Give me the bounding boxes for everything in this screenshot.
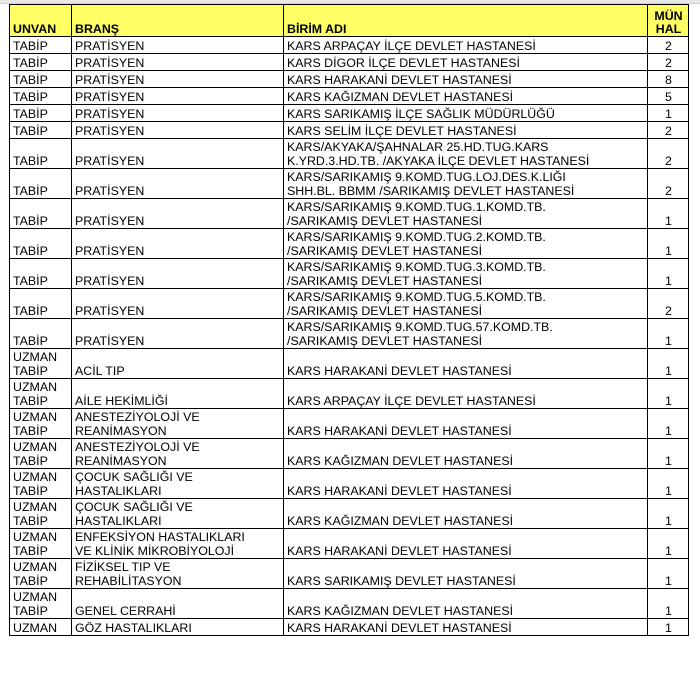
mun-cell: 1 [648, 619, 689, 636]
table-row [10, 379, 689, 409]
brans-cell: PRATİSYEN [72, 319, 284, 349]
unvan-line2: TABİP [13, 513, 48, 528]
brans-cell: PRATİSYEN [72, 71, 284, 88]
brans-cell: PRATİSYEN [72, 105, 284, 122]
birim-line2: /SARIKAMIŞ DEVLET HASTANESİ [287, 303, 483, 318]
mun-cell: 2 [648, 122, 689, 139]
mun-cell: 1 [648, 439, 689, 469]
header-row [10, 5, 689, 37]
unvan-cell: TABİP [10, 71, 72, 88]
unvan-line2: TABİP [13, 573, 48, 588]
unvan-cell: TABİP [10, 289, 72, 319]
unvan-cell: TABİP [10, 54, 72, 71]
birim-cell [284, 229, 648, 259]
table-row [10, 289, 689, 319]
header-mun-line2: HAL [655, 22, 682, 36]
birim-cell: KARS SARIKAMIŞ İLÇE SAĞLIK MÜDÜRLÜĞÜ [284, 105, 648, 122]
mun-cell: 1 [648, 529, 689, 559]
table-row [10, 169, 689, 199]
table-row [10, 349, 689, 379]
birim-cell [284, 199, 648, 229]
mun-cell: 1 [648, 319, 689, 349]
mun-cell: 2 [648, 289, 689, 319]
unvan-cell [10, 469, 72, 499]
mun-cell: 1 [648, 105, 689, 122]
unvan-line1: UZMAN [13, 500, 58, 514]
table-row [10, 559, 689, 589]
birim-cell [284, 319, 648, 349]
brans-line2: REHABİLİTASYON [75, 573, 182, 588]
brans-cell: PRATİSYEN [72, 169, 284, 199]
unvan-line2: TABİP [13, 393, 48, 408]
unvan-line2: TABİP [13, 423, 48, 438]
unvan-cell [10, 499, 72, 529]
birim-cell: KARS KAĞIZMAN DEVLET HASTANESİ [284, 88, 648, 105]
brans-cell [72, 499, 284, 529]
birim-line2: /SARIKAMIŞ DEVLET HASTANESİ [287, 213, 483, 228]
birim-cell: KARS DİGOR İLÇE DEVLET HASTANESİ [284, 54, 648, 71]
table-row [10, 139, 689, 169]
brans-line1: ÇOCUK SAĞLIĞI VE [75, 500, 193, 514]
mun-cell: 2 [648, 37, 689, 54]
header-mun-line1: MÜN [654, 9, 683, 23]
table-row [10, 589, 689, 619]
brans-cell: PRATİSYEN [72, 229, 284, 259]
unvan-cell: TABİP [10, 199, 72, 229]
birim-cell [284, 139, 648, 169]
birim-line1: KARS/SARIKAMIŞ 9.KOMD.TUG.1.KOMD.TB. [287, 200, 546, 214]
brans-line2: REANİMASYON [75, 453, 167, 468]
table-row [10, 105, 689, 122]
birim-line2: /SARIKAMIŞ DEVLET HASTANESİ [287, 333, 483, 348]
unvan-cell: TABİP [10, 229, 72, 259]
birim-cell: KARS KAĞIZMAN DEVLET HASTANESİ [284, 439, 648, 469]
brans-cell: PRATİSYEN [72, 289, 284, 319]
birim-cell: KARS HARAKANİ DEVLET HASTANESİ [284, 349, 648, 379]
unvan-line1: UZMAN [13, 470, 58, 484]
unvan-cell: TABİP [10, 319, 72, 349]
unvan-cell: TABİP [10, 259, 72, 289]
brans-cell: PRATİSYEN [72, 88, 284, 105]
birim-line2: SHH.BL. BBMM /SARIKAMIŞ DEVLET HASTANESİ [287, 183, 575, 198]
birim-line2: /SARIKAMIŞ DEVLET HASTANESİ [287, 243, 483, 258]
brans-cell [72, 469, 284, 499]
mun-cell: 5 [648, 88, 689, 105]
brans-line2: REANİMASYON [75, 423, 167, 438]
birim-line2: K.YRD.3.HD.TB. /AKYAKA İLÇE DEVLET HASTANESİ [287, 153, 590, 168]
table-row [10, 199, 689, 229]
mun-cell: 1 [648, 589, 689, 619]
mun-cell: 2 [648, 54, 689, 71]
birim-cell: KARS ARPAÇAY İLÇE DEVLET HASTANESİ [284, 379, 648, 409]
brans-cell: GÖZ HASTALIKLARI [72, 619, 284, 636]
birim-line1: KARS/SARIKAMIŞ 9.KOMD.TUG.LOJ.DES.K.LIĞI [287, 170, 566, 184]
table-row [10, 499, 689, 529]
unvan-line1: UZMAN [13, 590, 58, 604]
brans-cell: PRATİSYEN [72, 259, 284, 289]
mun-cell: 1 [648, 379, 689, 409]
table-row [10, 88, 689, 105]
birim-line1: KARS/SARIKAMIŞ 9.KOMD.TUG.2.KOMD.TB. [287, 230, 546, 244]
brans-cell: AİLE HEKİMLİĞİ [72, 379, 284, 409]
table-row [10, 259, 689, 289]
unvan-line2: TABİP [13, 543, 48, 558]
mun-cell: 1 [648, 469, 689, 499]
unvan-cell: TABİP [10, 139, 72, 169]
unvan-cell: TABİP [10, 122, 72, 139]
table-row [10, 229, 689, 259]
unvan-line1: UZMAN [13, 380, 58, 394]
brans-line1: ANESTEZİYOLOJİ VE [75, 410, 200, 424]
birim-cell: KARS SARIKAMIŞ DEVLET HASTANESİ [284, 559, 648, 589]
unvan-line2: TABİP [13, 453, 48, 468]
birim-line1: KARS/SARIKAMIŞ 9.KOMD.TUG.3.KOMD.TB. [287, 260, 546, 274]
birim-cell: KARS HARAKANİ DEVLET HASTANESİ [284, 529, 648, 559]
unvan-cell [10, 379, 72, 409]
birim-cell: KARS KAĞIZMAN DEVLET HASTANESİ [284, 589, 648, 619]
unvan-cell: TABİP [10, 105, 72, 122]
unvan-line2: TABİP [13, 363, 48, 378]
birim-cell: KARS HARAKANİ DEVLET HASTANESİ [284, 409, 648, 439]
birim-line1: KARS/AKYAKA/ŞAHNALAR 25.HD.TUG.KARS [287, 140, 549, 154]
birim-cell [284, 289, 648, 319]
brans-line2: HASTALIKLARI [75, 513, 162, 528]
header-mun [648, 5, 689, 37]
birim-cell [284, 169, 648, 199]
brans-cell: PRATİSYEN [72, 122, 284, 139]
birim-cell: KARS HARAKANİ DEVLET HASTANESİ [284, 71, 648, 88]
table-row [10, 319, 689, 349]
brans-cell: GENEL CERRAHİ [72, 589, 284, 619]
brans-cell: ACİL TIP [72, 349, 284, 379]
mun-cell: 1 [648, 409, 689, 439]
unvan-line1: UZMAN [13, 410, 58, 424]
birim-cell: KARS KAĞIZMAN DEVLET HASTANESİ [284, 499, 648, 529]
table-row [10, 54, 689, 71]
brans-cell [72, 529, 284, 559]
unvan-line1: UZMAN [13, 350, 58, 364]
brans-line2: HASTALIKLARI [75, 483, 162, 498]
brans-line1: ANESTEZİYOLOJİ VE [75, 440, 200, 454]
unvan-cell: TABİP [10, 88, 72, 105]
brans-cell [72, 439, 284, 469]
header-birim: BİRİM ADI [284, 5, 648, 37]
table-row [10, 439, 689, 469]
table-row [10, 469, 689, 499]
birim-cell: KARS ARPAÇAY İLÇE DEVLET HASTANESİ [284, 37, 648, 54]
unvan-line1: UZMAN [13, 440, 58, 454]
header-unvan: UNVAN [10, 5, 72, 37]
mun-cell: 2 [648, 169, 689, 199]
brans-line1: ENFEKSİYON HASTALIKLARI [75, 530, 245, 544]
mun-cell: 1 [648, 349, 689, 379]
mun-cell: 1 [648, 259, 689, 289]
staff-table [9, 4, 689, 636]
birim-line1: KARS/SARIKAMIŞ 9.KOMD.TUG.5.KOMD.TB. [287, 290, 546, 304]
unvan-cell [10, 349, 72, 379]
brans-line2: VE KLİNİK MİKROBİYOLOJİ [75, 543, 235, 558]
brans-cell [72, 559, 284, 589]
unvan-cell: TABİP [10, 169, 72, 199]
mun-cell: 1 [648, 199, 689, 229]
brans-cell: PRATİSYEN [72, 54, 284, 71]
unvan-line1: UZMAN [13, 530, 58, 544]
table-row [10, 409, 689, 439]
unvan-cell [10, 409, 72, 439]
table-row [10, 619, 689, 636]
mun-cell: 8 [648, 71, 689, 88]
birim-cell [284, 259, 648, 289]
birim-cell: KARS HARAKANİ DEVLET HASTANESİ [284, 619, 648, 636]
birim-line2: /SARIKAMIŞ DEVLET HASTANESİ [287, 273, 483, 288]
unvan-line2: TABİP [13, 483, 48, 498]
brans-line1: ÇOCUK SAĞLIĞI VE [75, 470, 193, 484]
birim-line1: KARS/SARIKAMIŞ 9.KOMD.TUG.57.KOMD.TB. [287, 320, 553, 334]
unvan-line2: TABİP [13, 603, 48, 618]
brans-cell [72, 409, 284, 439]
unvan-cell [10, 589, 72, 619]
table-row [10, 71, 689, 88]
unvan-cell: UZMAN [10, 619, 72, 636]
mun-cell: 2 [648, 139, 689, 169]
birim-cell: KARS HARAKANİ DEVLET HASTANESİ [284, 469, 648, 499]
table-row [10, 37, 689, 54]
brans-cell: PRATİSYEN [72, 37, 284, 54]
birim-cell: KARS SELİM İLÇE DEVLET HASTANESİ [284, 122, 648, 139]
unvan-cell: TABİP [10, 37, 72, 54]
unvan-cell [10, 559, 72, 589]
header-brans: BRANŞ [72, 5, 284, 37]
unvan-cell [10, 439, 72, 469]
table-row [10, 529, 689, 559]
brans-line1: FİZİKSEL TIP VE [75, 560, 171, 574]
brans-cell: PRATİSYEN [72, 199, 284, 229]
table-row [10, 122, 689, 139]
mun-cell: 1 [648, 499, 689, 529]
brans-cell: PRATİSYEN [72, 139, 284, 169]
unvan-line1: UZMAN [13, 560, 58, 574]
mun-cell: 1 [648, 559, 689, 589]
unvan-cell [10, 529, 72, 559]
mun-cell: 1 [648, 229, 689, 259]
